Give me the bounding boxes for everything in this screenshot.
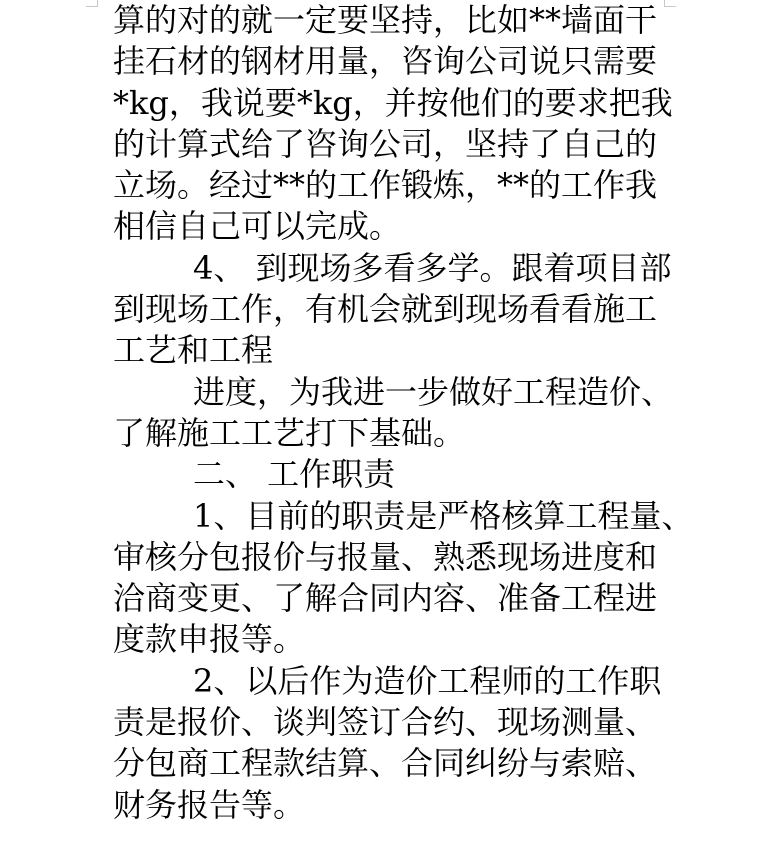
body-line: 相信自己可以完成。 — [113, 207, 402, 246]
body-line: 了解施工工艺打下基础。 — [113, 413, 466, 452]
body-line: 到现场工作，有机会就到现场看看施工 — [113, 290, 658, 329]
section-heading: 二、 工作职责 — [193, 455, 396, 494]
crop-mark-top-left-horizontal — [86, 6, 98, 7]
body-line: 工艺和工程 — [113, 331, 274, 370]
body-line: 的计算式给了咨询公司，坚持了自己的 — [113, 124, 658, 163]
document-body-text — [113, 0, 694, 826]
body-line: 财务报告等。 — [113, 785, 306, 824]
paragraph-start-line: 4、 到现场多看多学。跟着项目部 — [193, 248, 672, 287]
paragraph-start-line: 2、以后作为造价工程师的工作职 — [193, 661, 662, 700]
body-line: 算的对的就一定要坚持，比如**墙面干 — [113, 1, 658, 39]
body-line: 度款申报等。 — [113, 620, 306, 659]
body-line: 审核分包报价与报量、熟悉现场进度和 — [113, 537, 658, 576]
body-line: 洽商变更、了解合同内容、准备工程进 — [113, 579, 658, 618]
body-line: 分包商工程款结算、合同纠纷与索赔、 — [113, 744, 658, 783]
body-line: *kg，我说要*kg，并按他们的要求把我 — [113, 83, 673, 122]
body-line: 立场。经过**的工作锻炼，**的工作我 — [113, 166, 658, 205]
paragraph-start-line: 进度，为我进一步做好工程造价、 — [193, 372, 674, 411]
body-line: 挂石材的钢材用量，咨询公司说只需要 — [113, 42, 658, 81]
paragraph-start-line: 1、目前的职责是严格核算工程量、 — [193, 496, 694, 535]
body-line: 责是报价、谈判签订合约、现场测量、 — [113, 703, 658, 742]
